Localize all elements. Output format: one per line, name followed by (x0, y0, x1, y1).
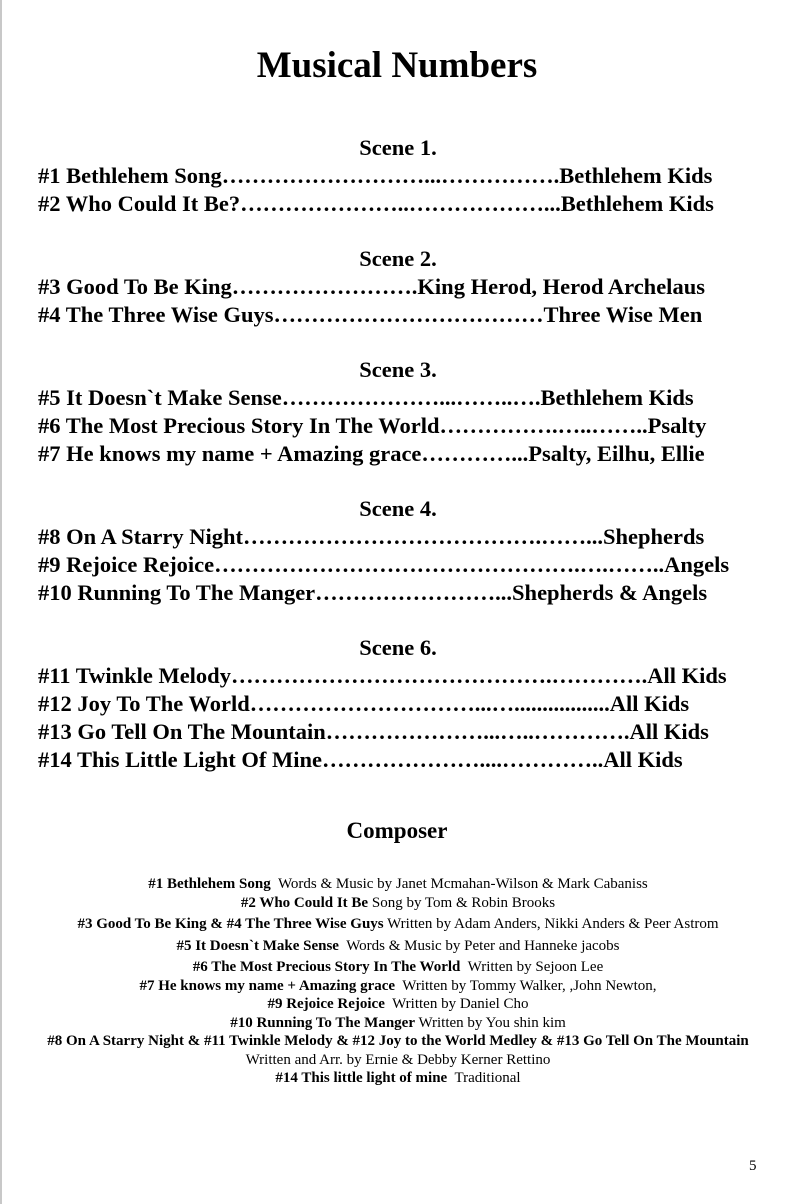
credit-song: #3 Good To Be King & #4 The Three Wise Guys (77, 916, 384, 932)
credit-line (40, 875, 756, 894)
composer-credits (40, 875, 756, 1088)
scene-section (38, 495, 768, 607)
song-entry: #3 Good To Be King…………………….King Herod, Herod Archelaus (38, 274, 705, 299)
credit-song: #14 This little light of mine (275, 1070, 448, 1086)
scene-section (38, 356, 768, 468)
musical-numbers-list (38, 134, 768, 801)
credit-song: #9 Rejoice Rejoice (267, 996, 385, 1012)
scene-section (38, 245, 768, 329)
credit-text: Written and Arr. by Ernie & Debby Kerner Rettino (245, 1051, 551, 1068)
credit-song: #2 Who Could It Be (240, 894, 369, 911)
credit-line (40, 958, 756, 977)
song-entry: #9 Rejoice Rejoice………………………………………….….……..Angels (38, 552, 730, 577)
credit-line (40, 977, 756, 996)
credit-text: Written by Adam Anders, Nikki Anders & Peer Astrom (383, 916, 719, 932)
scene-heading: Scene 6. (359, 635, 437, 660)
credit-line (40, 995, 756, 1014)
credit-text: Words & Music by Peter and Hanneke jacobs (338, 937, 620, 954)
credit-text: Written by Daniel Cho (384, 996, 529, 1012)
credit-text: Traditional (447, 1070, 521, 1086)
song-entry: #2 Who Could It Be?…………………..………………...Bethlehem Kids (38, 191, 714, 216)
credit-song: #10 Running To The Manger (230, 1014, 415, 1031)
credit-text: Written by Sejoon Lee (460, 959, 604, 975)
song-entry: #6 The Most Precious Story In The World…………….…..……..Psalty (38, 413, 707, 438)
scene-heading: Scene 1. (359, 135, 437, 160)
song-entry: #10 Running To The Manger……………………...Shepherds & Angels (38, 580, 708, 605)
credit-line (40, 937, 756, 956)
scene-heading: Scene 3. (359, 357, 437, 382)
song-entry: #14 This Little Light Of Mine…………………....…………..All Kids (38, 747, 683, 772)
credit-song: #8 On A Starry Night & #11 Twinkle Melody & #12 Joy to the World Medley & #13 Go Tell On The Mountain (47, 1033, 749, 1049)
scene-section (38, 134, 768, 218)
credit-text: Words & Music by Janet Mcmahan-Wilson & Mark Cabaniss (270, 876, 648, 892)
page-number: 5 (749, 1158, 757, 1174)
credit-line (40, 1069, 756, 1088)
song-entry: #1 Bethlehem Song………………………...…………….Bethlehem Kids (38, 163, 713, 188)
composer-heading: Composer (346, 818, 448, 843)
song-entry: #5 It Doesn`t Make Sense…………………...……..….Bethlehem Kids (38, 385, 694, 410)
credit-song: #6 The Most Precious Story In The World (192, 959, 461, 975)
song-entry: #4 The Three Wise Guys………………………………Three Wise Men (38, 302, 703, 327)
credit-text: Song by Tom & Robin Brooks (368, 894, 556, 911)
song-entry: #8 On A Starry Night………………………………….……...Shepherds (38, 524, 705, 549)
page-edge-rule (0, 0, 2, 1204)
credit-line (40, 1014, 756, 1033)
scene-section (38, 634, 768, 774)
credit-line (40, 894, 756, 913)
song-entry: #7 He knows my name + Amazing grace…………...Psalty, Eilhu, Ellie (38, 441, 705, 466)
credit-line (40, 915, 756, 934)
song-entry: #11 Twinkle Melody…………………………………….………….All Kids (38, 663, 727, 688)
credit-text: Written by Tommy Walker, ,John Newton, (395, 977, 657, 994)
credit-song: #5 It Doesn`t Make Sense (176, 937, 339, 954)
song-entry: #13 Go Tell On The Mountain…………………...…..………….All Kids (38, 719, 709, 744)
credit-text: Written by You shin kim (414, 1014, 566, 1031)
credit-line (40, 1032, 756, 1069)
page-title: Musical Numbers (256, 45, 538, 86)
credit-song: #1 Bethlehem Song (148, 876, 271, 892)
scene-heading: Scene 4. (359, 496, 437, 521)
scene-heading: Scene 2. (359, 246, 437, 271)
credit-song: #7 He knows my name + Amazing grace (139, 977, 396, 994)
song-entry: #12 Joy To The World…………………………...….................All Kids (38, 691, 690, 716)
